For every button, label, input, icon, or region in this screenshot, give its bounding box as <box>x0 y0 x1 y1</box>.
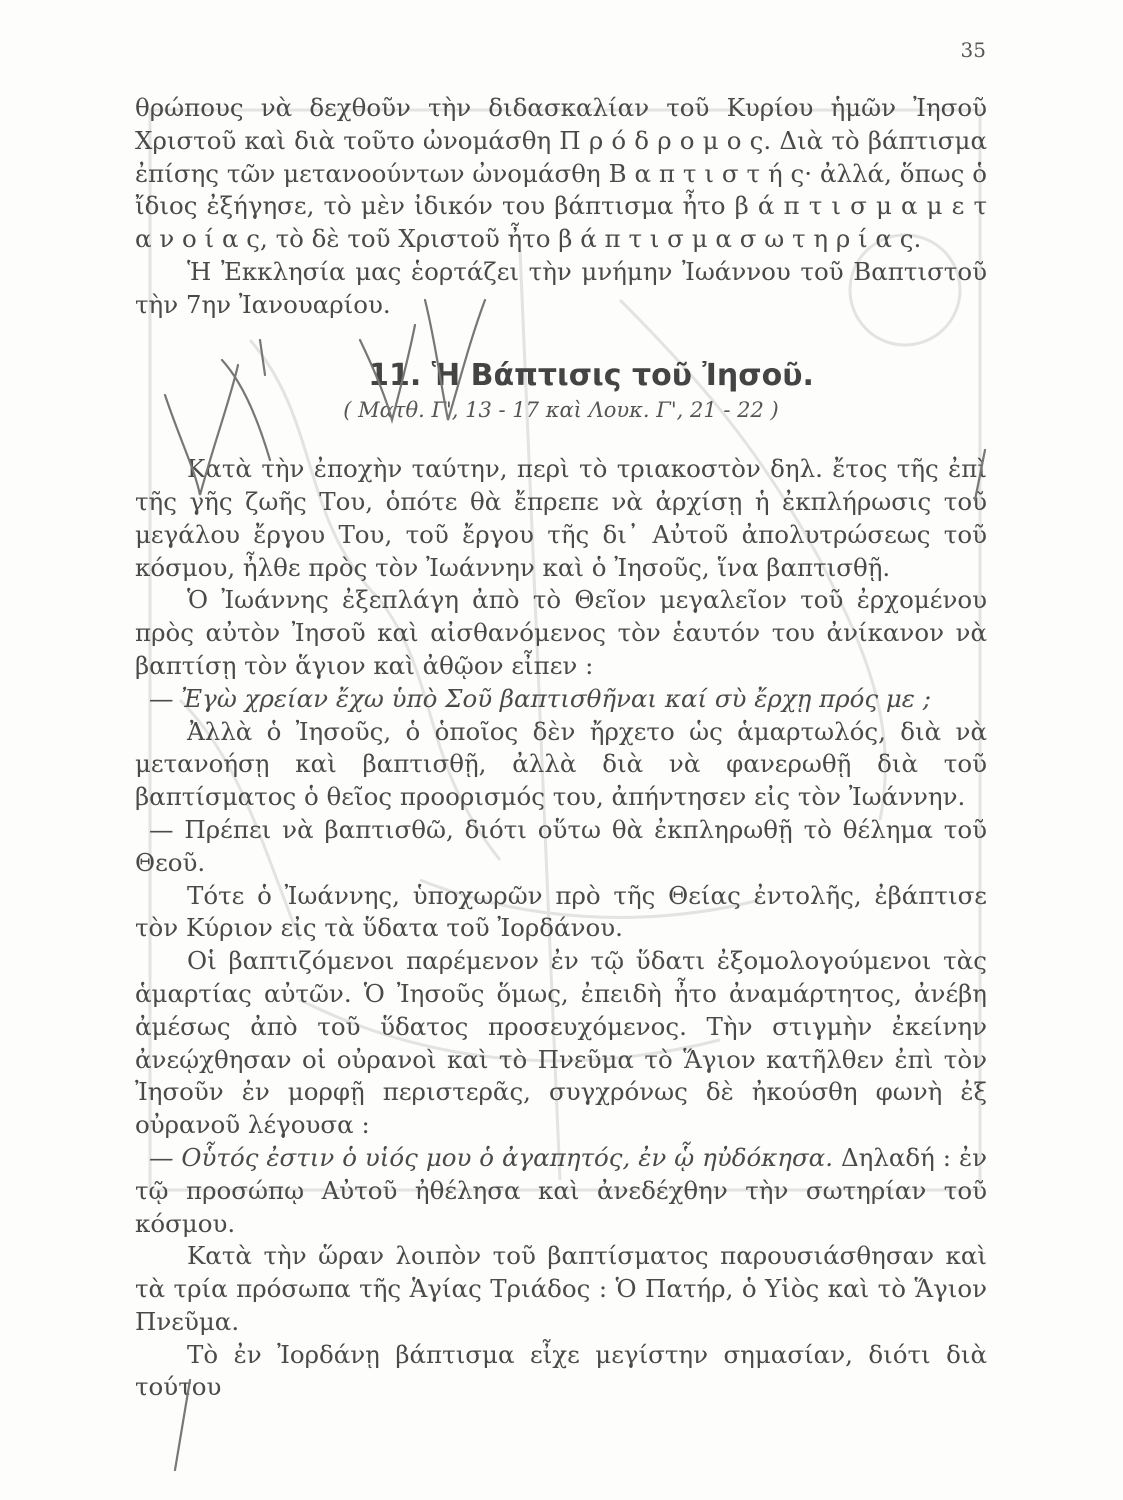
body-text <box>135 92 987 1404</box>
paragraph: Τὸ ἐν Ἰορδάνῃ βάπτισμα εἶχε μεγίστην σημασίαν, διότι διὰ τούτου <box>135 1339 987 1402</box>
scripture-reference: ( Ματθ. Γ', 13 - 17 καὶ Λουκ. Γ', 21 - 22 ) <box>343 398 779 423</box>
paragraph: Τότε ὁ Ἰωάννης, ὑποχωρῶν πρὸ τῆς Θείας ἐντολῆς, ἐβάπτισε τὸν Κύριον εἰς τὰ ὕδατα τοῦ Ἰορδάνου. <box>135 880 987 943</box>
paragraph: Οἱ βαπτιζόμενοι παρέμενον ἐν τῷ ὕδατι ἐξομολογούμενοι τὰς ἁμαρτίας αὐτῶν. Ὁ Ἰησοῦς ὅμως, ἐπειδὴ ἦτο ἀναμάρτητος, ἀνέβη ἀμέσως ἀπὸ τοῦ ὕδατος προσευχόμενος. Τὴν στιγμὴν ἐκείνην ἀνεῴχθησαν οἱ οὐρανοὶ καὶ τὸ Πνεῦμα τὸ Ἅγιον κατῆλθεν ἐπὶ τὸν Ἰησοῦν ἐν μορφῇ περιστερᾶς, συγχρόνως δὲ ἠκούσθη φωνὴ ἐξ οὐρανοῦ λέγουσα : <box>135 946 987 1140</box>
quote-line: — Πρέπει νὰ βαπτισθῶ, διότι οὕτω θὰ ἐκπληρωθῇ τὸ θέλημα τοῦ Θεοῦ. <box>135 814 987 877</box>
quote-line: — Ἐγὼ χρείαν ἔχω ὑπὸ Σοῦ βαπτισθῆναι καί σὺ ἔρχῃ πρός με ; <box>149 683 931 713</box>
paragraph: Ὁ Ἰωάννης ἐξεπλάγη ἀπὸ τὸ Θεῖον μεγαλεῖον τοῦ ἐρχομένου πρὸς αὐτὸν Ἰησοῦ καὶ αἰσθανόμενος τὸν ἑαυτόν του ἀνίκανον νὰ βαπτίσῃ τὸν ἅγιον καὶ ἀθῷον εἶπεν : <box>135 585 987 680</box>
quote-line <box>135 1142 987 1240</box>
paragraph: Κατὰ τὴν ἐποχὴν ταύτην, περὶ τὸ τριακοστὸν δηλ. ἔτος τῆς ἐπὶ τῆς γῆς ζωῆς Του, ὁπότε θὰ ἔπρεπε νὰ ἀρχίσῃ ἡ ἐκπλήρωσις τοῦ μεγάλου ἔργου Του, τοῦ ἔργου τῆς δι᾽ Αὐτοῦ ἀπολυτρώσεως τοῦ κόσμου, ἦλθε πρὸς τὸν Ἰωάννην καὶ ὁ Ἰησοῦς, ἵνα βαπτισθῇ. <box>135 454 987 582</box>
paragraph: Κατὰ τὴν ὥραν λοιπὸν τοῦ βαπτίσματος παρουσιάσθησαν καὶ τὰ τρία πρόσωπα τῆς Ἁγίας Τριάδος : Ὁ Πατήρ, ὁ Υἱὸς καὶ τὸ Ἅγιον Πνεῦμα. <box>135 1241 987 1336</box>
quote-explanation: Δηλαδή : ἐν τῷ προσώπῳ Αὐτοῦ ἠθέλησα καὶ ἀνεδέχθην τὴν σωτηρίαν τοῦ κόσμου. <box>135 1142 987 1238</box>
paragraph: Ἡ Ἐκκλησία μας ἑορτάζει τὴν μνήμην Ἰωάννου τοῦ Βαπτιστοῦ τὴν 7ην Ἰανουαρίου. <box>135 256 987 319</box>
section-title: 11. Ἡ Βάπτισις τοῦ Ἰησοῦ. <box>368 357 814 393</box>
page-number: 35 <box>960 38 986 62</box>
quote-italic: — Οὗτός ἐστιν ὁ υἱός μου ὁ ἀγαπητός, ἐν ᾧ ηὐδόκησα. <box>149 1142 834 1172</box>
paragraph: Ἀλλὰ ὁ Ἰησοῦς, ὁ ὁποῖος δὲν ἤρχετο ὡς ἁμαρτωλός, διὰ νὰ μετανοήσῃ καὶ βαπτισθῇ, ἀλλὰ διὰ νὰ φανερωθῇ διὰ τοῦ βαπτίσματος ὁ θεῖος προορισμός του, ἀπήντησεν εἰς τὸν Ἰωάννην. <box>135 716 987 812</box>
paragraph: θρώπους νὰ δεχθοῦν τὴν διδασκαλίαν τοῦ Κυρίου ἡμῶν Ἰησοῦ Χριστοῦ καὶ διὰ τοῦτο ὠνομάσθη Π ρ ό δ ρ ο μ ο ς. Διὰ τὸ βάπτισμα ἐπίσης τῶν μετανοούντων ὠνομάσθη Β α π τ ι σ τ ή ς· ἀλλά, ὅπως ὁ ἴδιος ἐξήγησε, τὸ μὲν ἰδικόν του βάπτισμα ἦτο β ά π τ ι σ μ α μ ε τ α ν ο ί α ς, τὸ δὲ τοῦ Χριστοῦ ἦτο β ά π τ ι σ μ α σ ω τ η ρ ί α ς. <box>135 93 987 254</box>
